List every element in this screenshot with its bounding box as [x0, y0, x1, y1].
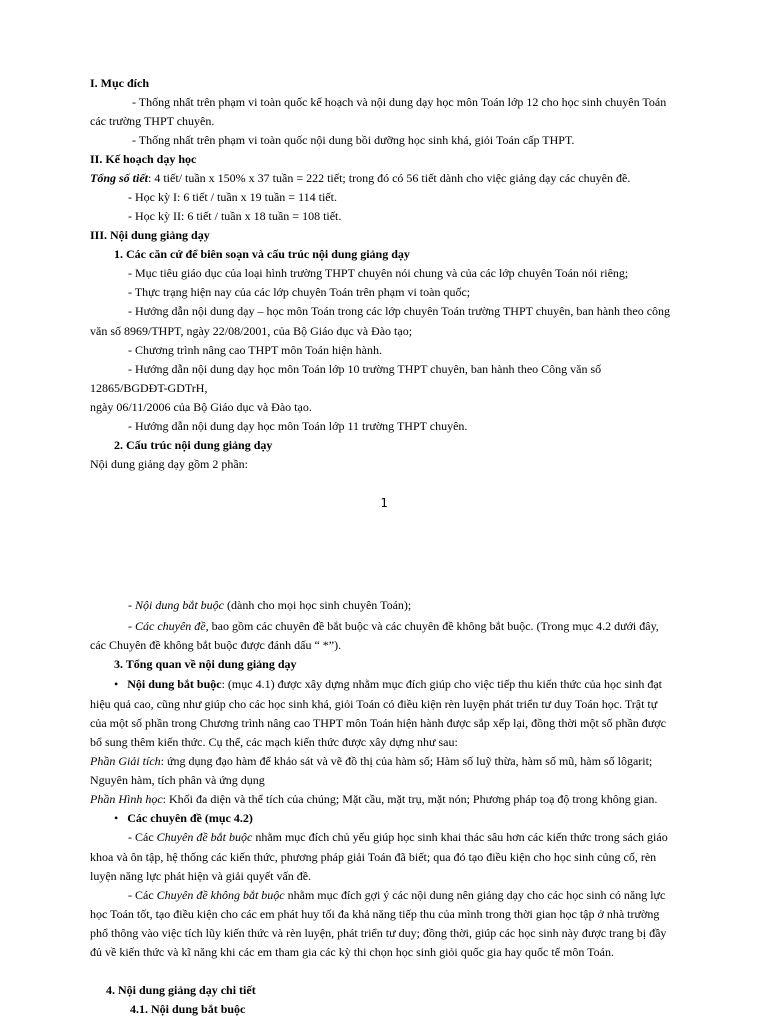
- text-span: : ứng dụng đạo hàm để khảo sát và vẽ đồ thị của hàm số; Hàm số luỹ thừa, hàm số mũ, hàm số lôgarit;: [160, 754, 653, 768]
- emphasis-required-content: Nội dung bắt buộc: [135, 598, 224, 612]
- heading-plan: II. Kế hoạch dạy học: [90, 152, 197, 166]
- emphasis-analysis: Phần Giải tích: [90, 754, 161, 768]
- list-item: - Chương trình nâng cao THPT môn Toán hiện hành.: [128, 343, 382, 357]
- text-span: nhằm mục đích chủ yếu giúp học sinh khai thác sâu hơn các kiến thức trong sách giáo: [252, 830, 668, 844]
- text-line: - Thống nhất trên phạm vi toàn quốc kế hoạch và nội dung dạy học môn Toán lớp 12 cho học sinh chuyên Toán: [132, 95, 667, 109]
- bullet-icon: •: [114, 811, 119, 825]
- text-line: - Thống nhất trên phạm vi toàn quốc nội dung bồi dưỡng học sinh khá, giỏi Toán cấp THPT.: [132, 133, 575, 147]
- text-line: bổ sung thêm kiến thức. Cụ thể, các mạch kiến thức được xây dựng như sau:: [90, 735, 458, 749]
- text-line: của một số phần trong Chương trình nâng cao THPT môn Toán hiện hành được sắp xếp lại, đồng thời một số phần được: [90, 716, 666, 730]
- list-item: [128, 619, 659, 633]
- subheading-4: 4. Nội dung giảng dạy chi tiết: [106, 983, 256, 997]
- text-span: - Các: [128, 888, 157, 902]
- text-span: : 4 tiết/ tuần x 150% x 37 tuần = 222 tiết; trong đó có 56 tiết dành cho việc giảng dạy các chuyên đề.: [148, 171, 631, 185]
- text-line: 12865/BGDĐT-GDTrH,: [90, 381, 208, 395]
- text-span: : (mục 4.1) được xây dựng nhằm mục đích giúp cho việc tiếp thu kiến thức của học sinh đạt: [221, 677, 662, 691]
- text-line: ngày 06/11/2006 của Bộ Giáo dục và Đào tạo.: [90, 400, 312, 414]
- emphasis-topics-heading: Các chuyên đề (mục 4.2): [127, 811, 253, 825]
- text-span: : Khối đa diện và thể tích của chúng; Mặt cầu, mặt trụ, mặt nón; Phương pháp toạ độ trong không gian.: [162, 792, 658, 806]
- text-line: [90, 171, 630, 185]
- text-line: luyện năng lực phát hiện và giải quyết vấn đề.: [90, 869, 312, 883]
- emphasis-geometry: Phần Hình học: [90, 792, 163, 806]
- text-line: Nội dung giảng dạy gồm 2 phần:: [90, 457, 248, 471]
- text-span: - Các: [128, 830, 157, 844]
- list-item: [128, 888, 665, 902]
- list-item: [128, 830, 668, 844]
- page-number: 1: [380, 496, 388, 510]
- emphasis-topics: Các chuyên đề: [135, 619, 206, 633]
- bullet-item: [114, 811, 253, 825]
- list-item: - Học kỳ I: 6 tiết / tuần x 19 tuần = 114 tiết.: [128, 190, 337, 204]
- subheading-2: 2. Cấu trúc nội dung giảng dạy: [114, 438, 273, 452]
- text-line: Nguyên hàm, tích phân và ứng dụng: [90, 773, 265, 787]
- list-item: - Học kỳ II: 6 tiết / tuần x 18 tuần = 108 tiết.: [128, 209, 342, 223]
- subheading-4-1: 4.1. Nội dung bắt buộc: [130, 1002, 246, 1016]
- text-span: -: [128, 619, 135, 633]
- text-line: hiệu quả cao, cũng như giúp cho các học sinh khá, giỏi Toán có điều kiện rèn luyện phát triển tư duy Toán học. Trật tự: [90, 697, 658, 711]
- text-line: các Chuyên đề không bắt buộc được đánh dấu “ *”).: [90, 638, 342, 652]
- text-line: đủ về kiến thức và kĩ năng khi các em tham gia các kỳ thi chọn học sinh giỏi quốc gia hay quốc tế môn Toán.: [90, 945, 614, 959]
- text-line: văn số 8969/THPT, ngày 22/08/2001, của Bộ Giáo dục và Đào tạo;: [90, 324, 413, 338]
- heading-content: III. Nội dung giảng dạy: [90, 228, 210, 242]
- text-line: phổ thông vào việc tích lũy kiến thức và rèn luyện, phát triển tư duy; đồng thời, giúp các học sinh này được trang bị đầy: [90, 926, 667, 940]
- text-span: -: [128, 598, 135, 612]
- list-item: - Thực trạng hiện nay của các lớp chuyên Toán trên phạm vi toàn quốc;: [128, 285, 471, 299]
- text-span: , bao gồm các chuyên đề bắt buộc và các chuyên đề không bắt buộc. (Trong mục 4.2 dưới đây,: [205, 619, 659, 633]
- text-span: (dành cho mọi học sinh chuyên Toán);: [224, 598, 412, 612]
- list-item: - Hướng dẫn nội dung dạy học môn Toán lớp 11 trường THPT chuyên.: [128, 419, 468, 433]
- list-item: - Hướng dẫn nội dung dạy học môn Toán lớp 10 trường THPT chuyên, ban hành theo Công văn số: [128, 362, 602, 376]
- text-line: các trường THPT chuyên.: [90, 114, 215, 128]
- list-item: - Mục tiêu giáo dục của loại hình trường THPT chuyên nói chung và của các lớp chuyên Toán nói riêng;: [128, 266, 629, 280]
- emphasis-optional-topics: Chuyên đề không bắt buộc: [156, 888, 285, 902]
- text-span: nhằm mục đích gợi ý các nội dung nên giảng dạy cho các học sinh có năng lực: [284, 888, 666, 902]
- emphasis-total-periods: Tổng số tiết: [90, 171, 149, 185]
- list-item: [128, 598, 411, 612]
- text-line: [90, 754, 652, 768]
- text-line: [90, 792, 657, 806]
- bullet-icon: •: [114, 677, 119, 691]
- subheading-1: 1. Các căn cứ để biên soạn và cấu trúc nội dung giảng dạy: [114, 247, 410, 261]
- text-line: học Toán tốt, tạo điều kiện cho các em phát huy tối đa khả năng tiếp thu của mình trong thời gian học tập ở nhà trường: [90, 907, 660, 921]
- subheading-3: 3. Tổng quan về nội dung giảng dạy: [114, 657, 297, 671]
- emphasis-required-topics: Chuyên đề bắt buộc: [156, 830, 253, 844]
- list-item: - Hướng dẫn nội dung dạy – học môn Toán trong các lớp chuyên Toán trường THPT chuyên, ban hành theo công: [128, 304, 671, 318]
- text-line: khoa và ôn tập, hệ thống các kiến thức, phương pháp giải Toán đã biết; qua đó tạo điều kiện cho học sinh củng cố, rèn: [90, 850, 657, 864]
- bullet-item: [114, 677, 662, 691]
- heading-purpose: I. Mục đích: [90, 76, 150, 90]
- emphasis-required-content: Nội dung bắt buộc: [127, 677, 222, 691]
